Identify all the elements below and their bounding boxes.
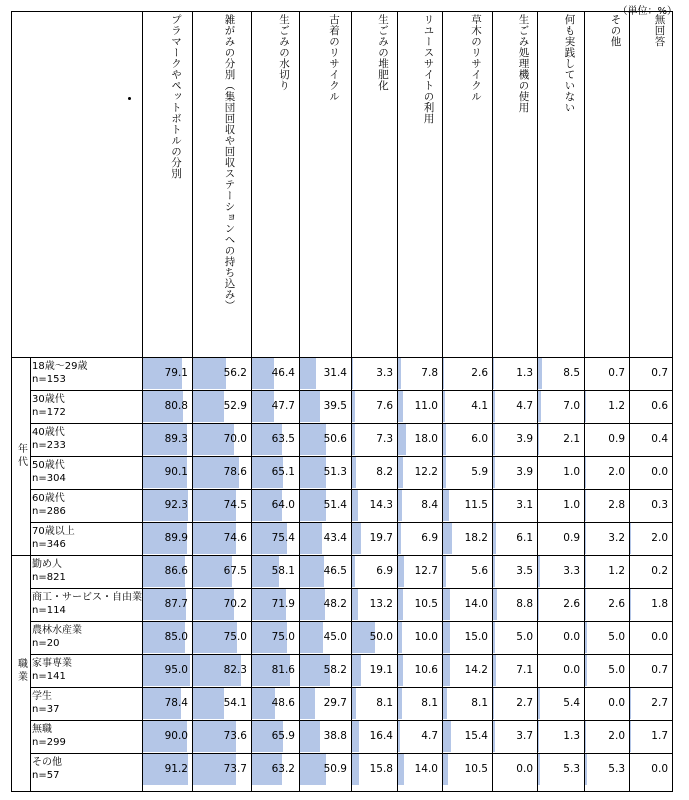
value-label: 39.5 [323,400,347,412]
value-label: 16.4 [369,730,393,742]
value-label: 64.0 [271,499,295,511]
value-label: 38.8 [323,730,347,742]
data-table [11,11,673,792]
value-label: 8.5 [563,367,580,379]
value-label: 31.4 [323,367,347,379]
value-label: 75.0 [223,631,247,643]
value-label: 1.0 [563,466,580,478]
row-sample-size: n=346 [32,539,66,550]
row-label [32,360,87,386]
row-category: 18歳～29歳 [32,361,88,372]
row-sample-size: n=141 [32,671,66,682]
column-header: 何も実践していない [563,14,576,113]
value-label: 80.8 [164,400,188,412]
value-label: 79.1 [164,367,188,379]
value-label: 7.3 [376,433,393,445]
row-sample-size: n=304 [32,473,66,484]
value-label: 89.3 [164,433,188,445]
row-label [32,393,66,419]
row-label [32,657,72,683]
value-label: 89.9 [164,532,188,544]
value-label: 95.0 [164,664,188,676]
row-divider [30,753,672,754]
row-label [32,459,66,485]
value-label: 43.4 [323,532,347,544]
value-label: 12.2 [414,466,438,478]
value-label: 5.3 [563,763,580,775]
value-label: 46.5 [323,565,347,577]
value-label: 2.0 [651,532,668,544]
value-label: 5.0 [516,631,533,643]
value-label: 2.6 [608,598,625,610]
row-sample-size: n=233 [32,440,66,451]
value-label: 8.1 [376,697,393,709]
value-label: 8.8 [516,598,533,610]
value-label: 54.1 [223,697,247,709]
column-header: 古着のリサイクル [328,14,340,102]
value-label: 2.0 [608,730,625,742]
column-header: その他 [609,14,622,47]
group-label: 年代 [15,443,27,469]
value-label: 0.0 [651,631,668,643]
value-label: 46.4 [271,367,295,379]
value-label: 10.0 [414,631,438,643]
value-label: 0.0 [563,631,580,643]
column-header: 生ごみ処理機の使用 [517,14,530,113]
row-category: 勤め人 [32,559,62,570]
column-header: 生ごみの水切り [278,14,290,91]
value-label: 8.1 [471,697,488,709]
value-label: 14.2 [464,664,488,676]
value-label: 6.9 [421,532,438,544]
value-label: 0.0 [563,664,580,676]
value-label: 1.0 [563,499,580,511]
value-label: 51.4 [323,499,347,511]
value-label: 5.9 [471,466,488,478]
column-header: リユースサイトの利用 [422,14,435,124]
value-label: 75.0 [271,631,295,643]
value-label: 18.2 [464,532,488,544]
group-label: 職業 [15,657,27,684]
value-label: 50.6 [323,433,347,445]
value-label: 78.6 [223,466,247,478]
value-label: 0.7 [651,367,668,379]
value-label: 3.1 [516,499,533,511]
row-category: 無職 [32,724,52,735]
row-category: 50歳代 [32,460,65,471]
value-label: 14.3 [369,499,393,511]
value-label: 78.4 [164,697,188,709]
value-label: 8.4 [421,499,438,511]
value-label: 0.0 [651,763,668,775]
value-label: 11.5 [464,499,488,511]
value-label: 15.0 [464,631,488,643]
row-label [32,756,62,782]
value-label: 5.3 [608,763,625,775]
value-label: 73.7 [223,763,247,775]
row-category: 家事専業 [32,658,72,669]
value-label: 58.2 [323,664,347,676]
value-label: 71.9 [271,598,295,610]
value-label: 5.4 [563,697,580,709]
value-label: 90.1 [164,466,188,478]
value-label: 4.7 [421,730,438,742]
row-label [32,492,66,518]
value-label: 6.1 [516,532,533,544]
row-sample-size: n=821 [32,572,66,583]
value-label: 2.7 [651,697,668,709]
row-divider [30,654,672,655]
value-label: 12.7 [414,565,438,577]
value-label: 85.0 [164,631,188,643]
value-label: 0.9 [608,433,625,445]
value-label: 74.5 [223,499,247,511]
value-label: 0.7 [608,367,625,379]
value-label: 51.3 [323,466,347,478]
value-label: 8.1 [421,697,438,709]
value-label: 14.0 [464,598,488,610]
value-label: 5.6 [471,565,488,577]
header-divider [12,357,672,358]
value-label: 90.0 [164,730,188,742]
value-label: 0.9 [563,532,580,544]
value-label: 5.0 [608,631,625,643]
value-label: 86.6 [164,565,188,577]
value-label: 74.6 [223,532,247,544]
value-label: 1.2 [608,400,625,412]
value-label: 7.8 [421,367,438,379]
value-label: 0.2 [651,565,668,577]
value-label: 70.0 [223,433,247,445]
column-header: 無回答 [653,14,666,47]
column-header: 草木のリサイクル [470,14,482,102]
value-label: 6.9 [376,565,393,577]
value-label: 5.0 [608,664,625,676]
value-label: 10.5 [464,763,488,775]
value-label: 65.1 [271,466,295,478]
value-label: 3.7 [516,730,533,742]
value-label: 0.6 [651,400,668,412]
row-divider [30,621,672,622]
row-category: 学生 [32,691,52,702]
value-label: 1.7 [651,730,668,742]
row-category: 60歳代 [32,493,65,504]
row-sample-size: n=299 [32,737,66,748]
row-divider [30,390,672,391]
value-label: 3.2 [608,532,625,544]
value-label: 0.4 [651,433,668,445]
value-label: 2.0 [608,466,625,478]
row-sample-size: n=37 [32,704,60,715]
value-label: 52.9 [223,400,247,412]
unit-label: （単位：%） [617,6,677,17]
row-label [32,624,82,650]
value-label: 3.3 [376,367,393,379]
row-divider [30,522,672,523]
row-sample-size: n=172 [32,407,66,418]
value-label: 4.1 [471,400,488,412]
value-label: 10.6 [414,664,438,676]
row-category: 商工・サービス・自由業 [32,592,142,603]
row-divider [30,456,672,457]
value-label: 50.9 [323,763,347,775]
value-label: 45.0 [323,631,347,643]
value-label: 0.0 [651,466,668,478]
value-label: 50.0 [369,631,393,643]
value-label: 4.7 [516,400,533,412]
value-label: 19.1 [369,664,393,676]
value-label: 65.9 [271,730,295,742]
row-divider [30,423,672,424]
row-sample-size: n=153 [32,374,66,385]
row-label [32,723,66,749]
value-label: 87.7 [164,598,188,610]
row-divider [30,588,672,589]
row-category: 70歳以上 [32,526,75,537]
value-label: 3.9 [516,433,533,445]
value-label: 82.3 [223,664,247,676]
row-category: 40歳代 [32,427,65,438]
row-divider [30,489,672,490]
value-label: 2.1 [563,433,580,445]
value-label: 7.1 [516,664,533,676]
value-label: 19.7 [369,532,393,544]
row-sample-size: n=286 [32,506,66,517]
value-label: 1.3 [516,367,533,379]
value-label: 63.5 [271,433,295,445]
row-category: 農林水産業 [32,625,82,636]
row-label [32,690,59,716]
column-header: 生ごみの堆肥化 [377,14,389,91]
value-label: 8.2 [376,466,393,478]
value-label: 18.0 [414,433,438,445]
value-label: 2.6 [471,367,488,379]
value-label: 7.0 [563,400,580,412]
value-label: 13.2 [369,598,393,610]
row-label [32,426,66,452]
value-label: 7.6 [376,400,393,412]
value-label: 14.0 [414,763,438,775]
row-divider [30,687,672,688]
value-label: 0.0 [516,763,533,775]
value-label: 81.6 [271,664,295,676]
value-label: 2.6 [563,598,580,610]
value-label: 48.2 [323,598,347,610]
value-label: 15.8 [369,763,393,775]
value-label: 0.0 [608,697,625,709]
row-category: 30歳代 [32,394,65,405]
value-label: 75.4 [271,532,295,544]
row-label [32,591,142,617]
value-label: 1.2 [608,565,625,577]
value-label: 3.9 [516,466,533,478]
value-label: 92.3 [164,499,188,511]
value-label: 91.2 [164,763,188,775]
value-label: 11.0 [414,400,438,412]
row-divider [12,555,672,556]
column-header: プラマークやペットボトルの分別 [170,14,182,179]
value-label: 0.7 [651,664,668,676]
value-label: 2.8 [608,499,625,511]
value-label: 48.6 [271,697,295,709]
value-label: 6.0 [471,433,488,445]
value-label: 73.6 [223,730,247,742]
value-label: 47.7 [271,400,295,412]
value-label: 3.5 [516,565,533,577]
value-label: 2.7 [516,697,533,709]
row-category: その他 [32,757,62,768]
row-divider [30,720,672,721]
row-sample-size: n=57 [32,770,60,781]
row-sample-size: n=20 [32,638,60,649]
value-label: 10.5 [414,598,438,610]
value-label: 70.2 [223,598,247,610]
value-label: 67.5 [223,565,247,577]
row-label [32,525,75,551]
value-label: 63.2 [271,763,295,775]
value-label: 1.8 [651,598,668,610]
value-label: 56.2 [223,367,247,379]
column-header: 雑がみの分別（集団回収や回収ステーションへの持ち込み） [223,14,236,311]
value-label: 15.4 [464,730,488,742]
value-label: 3.3 [563,565,580,577]
value-label: 29.7 [323,697,347,709]
row-label [32,558,66,584]
row-sample-size: n=114 [32,605,66,616]
value-label: 58.1 [271,565,295,577]
value-label: 1.3 [563,730,580,742]
value-label: 0.3 [651,499,668,511]
